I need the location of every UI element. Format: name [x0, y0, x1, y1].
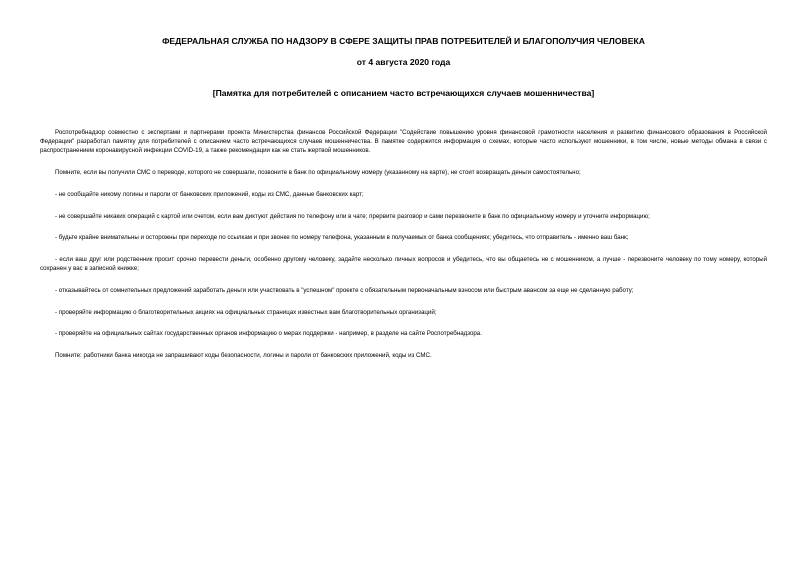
- document-body: [40, 128, 767, 373]
- tip-item: - будьте крайне внимательны и осторожны при переходе по ссылкам и при звонке по номеру телефона, указанным в получаемых от банка сообщениях; убедитесь, что отправитель - именно ваш банк;: [55, 234, 629, 242]
- sms-warning-paragraph: Помните, если вы получили СМС о переводе, которого не совершали, позвоните в банк по официальному номеру (указанному на карте), не стоит возвращать деньги самостоятельно;: [55, 169, 581, 177]
- tip-item: - проверяйте информацию о благотворительных акциях на официальных страницах известных вам благотворительных организаций;: [55, 308, 437, 316]
- tip-item: - не совершайте никаких операций с картой или счетом, если вам диктуют действия по телефону или в чате; прервите разговор и сами перезвоните в банк по официальному номеру и уточните информацию;: [55, 212, 650, 220]
- intro-paragraph: Роспотребнадзор совместно с экспертами и партнерами проекта Министерства финансов Российской Федерации "Содействие повышению уровня финансовой грамотности населения и развитию финансового образования в Российской Федерации" разработал памятку для потребителей с описанием часто встречающихся случаев мошенничества. В памятке содержится информация о схемах, которые часто используют мошенники, в том числе, новые методы обмана в связи с распространением коронавирусной инфекции COVID-19, а также рекомендации как не стать жертвой мошенников.: [40, 129, 767, 155]
- document-date: от 4 августа 2020 года: [356, 57, 451, 67]
- closing-reminder-paragraph: Помните: работники банка никогда не запрашивают коды безопасности, логины и пароли от банковских приложений, коды из СМС.: [55, 351, 432, 359]
- agency-heading: ФЕДЕРАЛЬНАЯ СЛУЖБА ПО НАДЗОРУ В СФЕРЕ ЗАЩИТЫ ПРАВ ПОТРЕБИТЕЛЕЙ И БЛАГОПОЛУЧИЯ ЧЕЛОВЕКА: [162, 36, 645, 46]
- tip-item: - если ваш друг или родственник просит срочно перевести деньги, особенно другому человеку, задайте несколько личных вопросов и убедитесь, что вы общаетесь не с мошенником, а лучше - перезвоните человеку по тому номеру, который сохранен у вас в записной книжке;: [40, 255, 767, 273]
- document-title: [Памятка для потребителей с описанием часто встречающихся случаев мошенничества]: [212, 88, 595, 98]
- tip-item: - отказывайтесь от сомнительных предложений заработать деньги или участвовать в "успешном" проекте с обязательным первоначальным взносом или быстрым авансом за еще не сделанную работу;: [55, 286, 634, 294]
- tip-item: - проверяйте на официальных сайтах государственных органов информацию о мерах поддержки - например, в разделе на сайте Роспотребнадзора.: [55, 330, 482, 338]
- tip-item: - не сообщайте никому логины и пароли от банковских приложений, коды из СМС, данные банковских карт;: [55, 190, 364, 198]
